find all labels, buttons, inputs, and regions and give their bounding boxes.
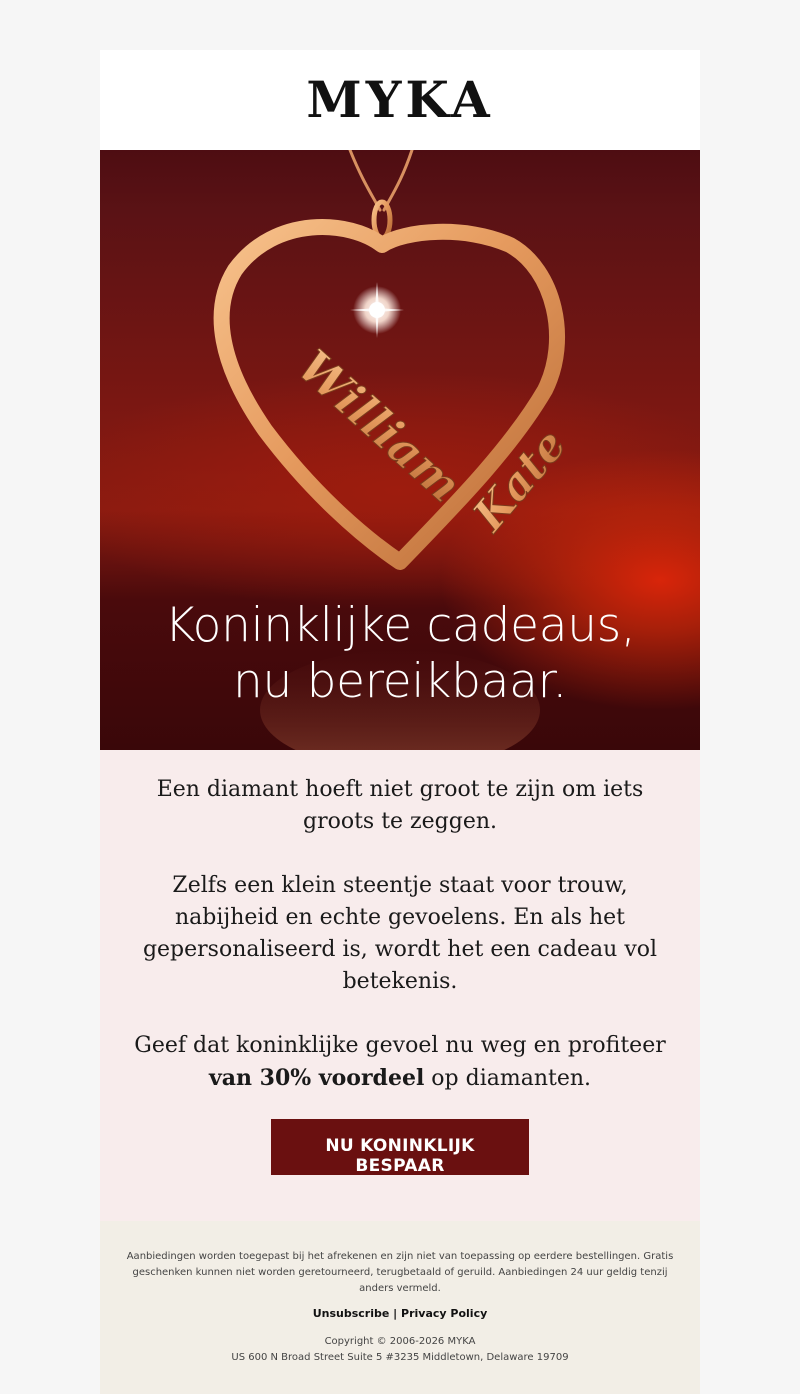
shop-now-button[interactable]: NU KONINKLIJK BESPAAR bbox=[271, 1119, 529, 1175]
copyright-block bbox=[120, 1334, 680, 1366]
detail-paragraph: Zelfs een klein steentje staat voor trouw, nabijheid en echte gevoelens. En als het gepersonaliseerd is, wordt het een cadeau vol betekenis. bbox=[142, 873, 658, 994]
footer-links bbox=[120, 1307, 680, 1320]
link-separator: | bbox=[393, 1307, 398, 1320]
privacy-policy-link[interactable]: Privacy Policy bbox=[401, 1307, 488, 1320]
engraving-right: Kate bbox=[463, 419, 577, 541]
body-section bbox=[100, 750, 700, 1221]
unsubscribe-link[interactable]: Unsubscribe bbox=[312, 1307, 390, 1320]
myka-logo[interactable]: MYKA bbox=[306, 70, 494, 129]
offer-text-end: op diamanten. bbox=[431, 1066, 592, 1091]
offer-disclaimer: Aanbiedingen worden toegepast bij het afrekenen en zijn niet van toepassing op eerdere bestellingen. Gratis geschenken kunnen niet worden geretourneerd, terugbetaald of geruild. Aanbiedingen 24 uur geldig tenzij anders vermeld. bbox=[126, 1251, 674, 1294]
offer-paragraph bbox=[128, 1030, 672, 1095]
copyright-text: Copyright © 2006-2026 MYKA bbox=[324, 1336, 476, 1347]
email-container bbox=[100, 50, 700, 1394]
hero-heading-line2: nu bereikbaar. bbox=[233, 654, 567, 709]
email-header bbox=[100, 50, 700, 150]
intro-paragraph: Een diamant hoeft niet groot te zijn om iets groots te zeggen. bbox=[156, 777, 644, 834]
email-footer bbox=[100, 1221, 700, 1394]
hero-heading bbox=[100, 598, 700, 710]
diamond-icon bbox=[350, 282, 404, 338]
company-address: US 600 N Broad Street Suite 5 #3235 Middletown, Delaware 19709 bbox=[231, 1352, 569, 1363]
offer-text-start: Geef dat koninklijke gevoel nu weg en profiteer bbox=[134, 1033, 666, 1058]
engraving-left: William bbox=[287, 339, 472, 513]
hero-heading-line1: Koninklijke cadeaus, bbox=[164, 598, 636, 653]
offer-discount: van 30% voordeel bbox=[208, 1065, 425, 1091]
hero-banner[interactable] bbox=[100, 150, 700, 750]
